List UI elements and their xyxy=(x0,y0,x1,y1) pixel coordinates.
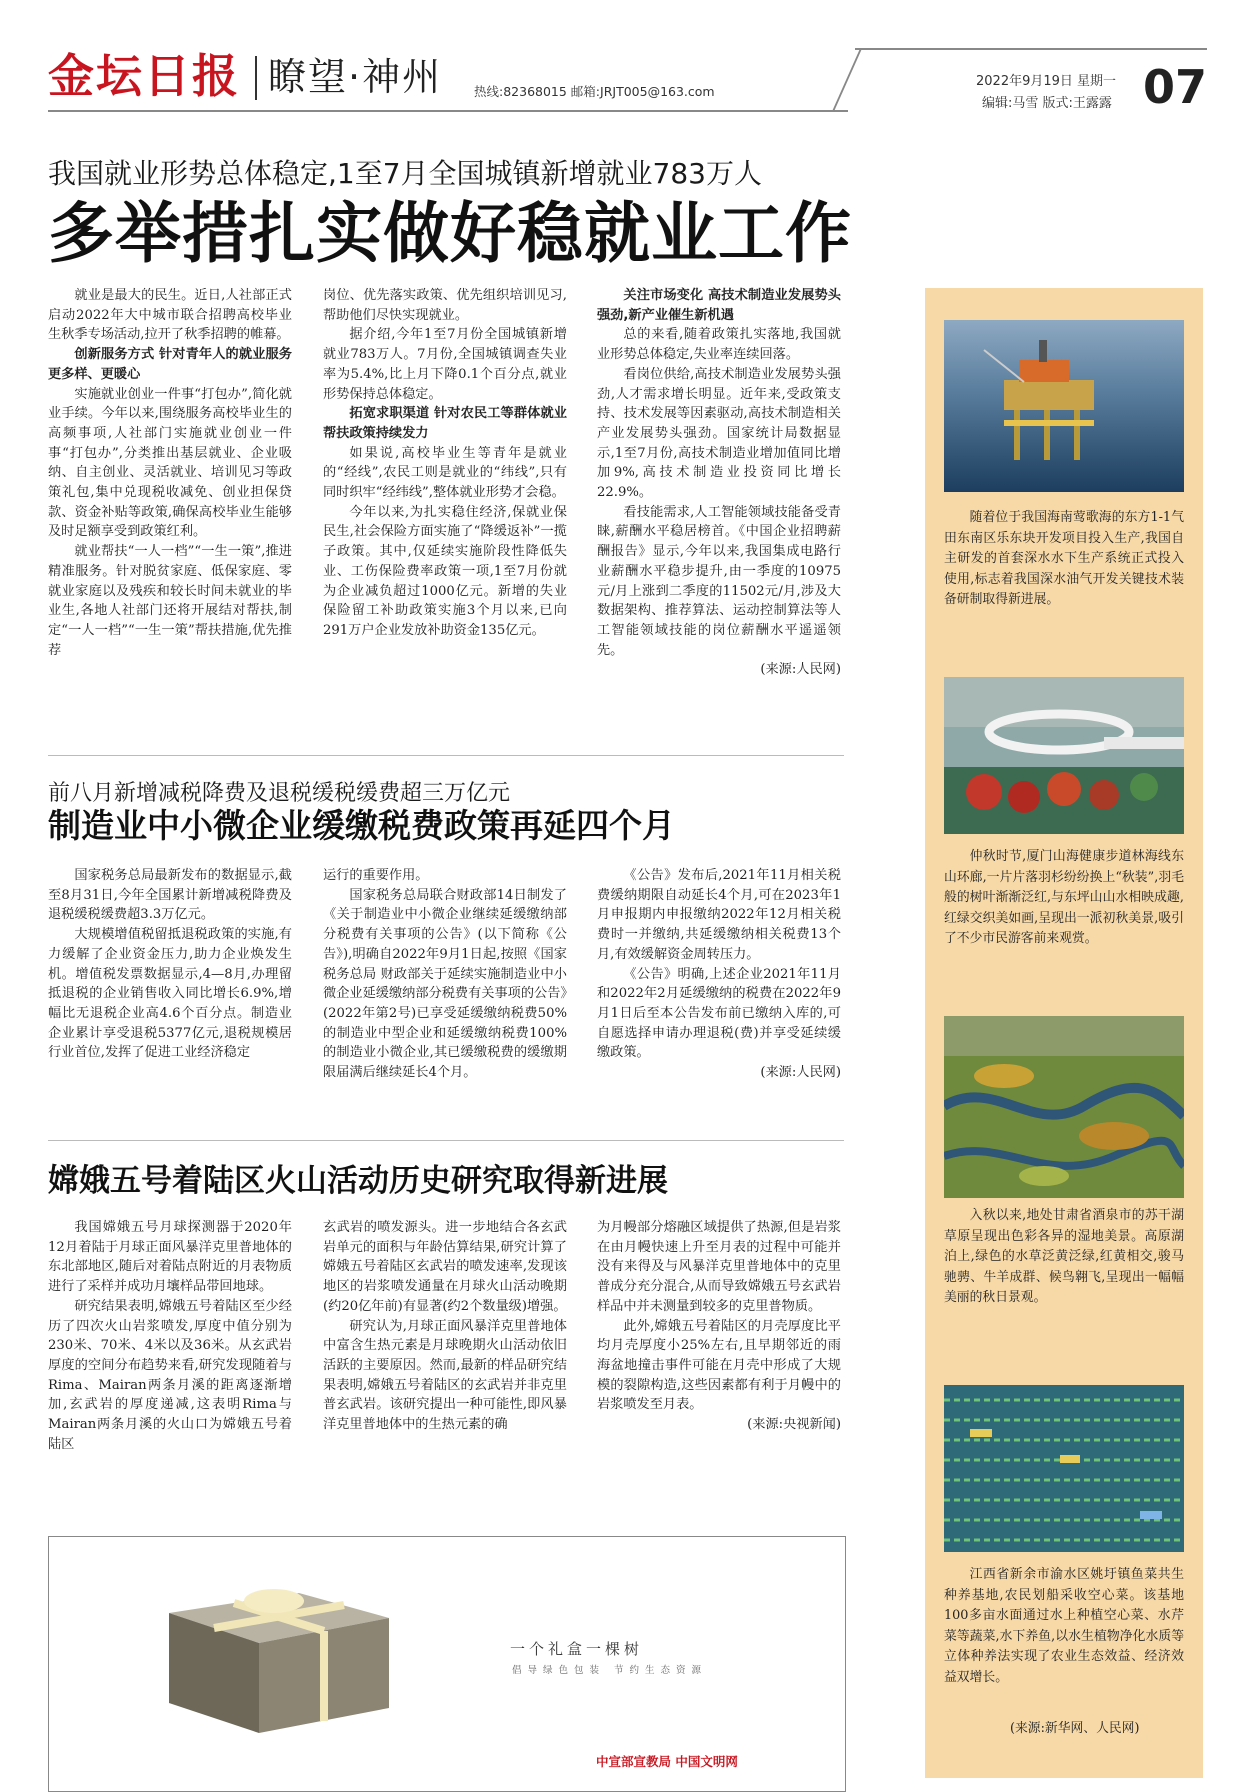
paragraph: 就业帮扶“一人一档”“一生一策”,推进精准服务。针对脱贫家庭、低保家庭、零就业家庭以及残疾和较长时间未就业的毕业生,各地人社部门还将开展结对帮扶,制定“一人一档”“一生一策”帮扶措施,优先推荐 xyxy=(48,544,292,658)
paragraph: 实施就业创业一件事“打包办”,简化就业手续。今年以来,围绕服务高校毕业生的高频事项,人社部门实施就业创业一件事“打包办”,分类推出基层就业、企业吸纳、自主创业、灵活就业、培训见习等政策礼包,集中兑现税收减免、创业担保贷款、资金补贴等政策,确保高校毕业生能够及时足额享受到政策红利。 xyxy=(48,386,292,540)
article3-col3 xyxy=(597,1218,841,1518)
article2-col2 xyxy=(323,866,567,1122)
article2-subtitle: 前八月新增减税降费及退税缓税缓费超三万亿元 xyxy=(48,781,511,806)
article-divider xyxy=(48,1140,844,1141)
photo-offshore-platform xyxy=(944,320,1184,492)
article1-col2 xyxy=(323,286,567,736)
paragraph: 总的来看,随着政策扎实落地,我国就业形势总体稳定,失业率连续回落。 xyxy=(597,327,841,363)
paragraph: 国家税务总局最新发布的数据显示,截至8月31日,今年全国累计新增减税降费及退税缓税缓费超3.3万亿元。 xyxy=(48,868,292,923)
photo-caption: 江西省新余市渝水区姚圩镇鱼菜共生种养基地,农民划船采收空心菜。该基地100多亩水面通过水上种植空心菜、水芹菜等蔬菜,水下养鱼,以水生植物净化水质等立体种养法实现了农业生态效益、经济效益双增长。 xyxy=(944,1567,1184,1685)
paragraph: 大规模增值税留抵退税政策的实施,有力缓解了企业资金压力,助力企业焕发生机。增值税发票数据显示,4—8月,办理留抵退税的企业销售收入同比增长6.9%,增幅比无退税企业高4.6个百分点。制造业企业累计享受退税5377亿元,退税规模居行业首位,发挥了促进工业经济稳定 xyxy=(48,927,292,1061)
header-rule-right xyxy=(855,48,1207,50)
article1-col1 xyxy=(48,286,292,736)
contact-info: 热线:82368015 邮箱:JRJT005@163.com xyxy=(474,84,715,99)
article1-title: 多举措扎实做好稳就业工作 xyxy=(48,194,852,272)
article-source: (来源:人民网) xyxy=(760,1065,841,1081)
article-source: (来源:央视新闻) xyxy=(747,1417,841,1433)
article2-col3 xyxy=(597,866,841,1122)
ad-subtitle: 倡导绿色包装 节约生态资源 xyxy=(512,1665,708,1676)
article-source: (来源:人民网) xyxy=(760,662,841,678)
paragraph: 看技能需求,人工智能领域技能备受青睐,薪酬水平稳居榜首。《中国企业招聘薪酬报告》显示,今年以来,我国集成电路行业薪酬水平稳步提升,由一季度的10975元/月上涨到二季度的11502元/月,涉及大数据架构、推荐算法、运动控制算法等人工智能领域技能的岗位薪酬水平遥遥领先。 xyxy=(597,504,841,658)
paragraph: 岗位、优先落实政策、优先组织培训见习,帮助他们尽快实现就业。 xyxy=(323,288,567,323)
issue-date: 2022年9月19日 星期一 xyxy=(976,74,1117,89)
paragraph: 《公告》发布后,2021年11月相关税费缓纳期限自动延长4个月,可在2023年1月申报期内申报缴纳2022年12月相关税费时一并缴纳,共延缓缴纳相关税费13个月,有效缓解资金周转压力。 xyxy=(597,868,841,962)
section-heading: 关注市场变化 高技术制造业发展势头强劲,新产业催生新机遇 xyxy=(597,288,841,323)
page-number: 07 xyxy=(1143,60,1208,114)
article1-subtitle: 我国就业形势总体稳定,1至7月全国城镇新增就业783万人 xyxy=(48,157,762,190)
header-rule xyxy=(48,110,848,112)
paragraph: 玄武岩的喷发源头。进一步地结合各玄武岩单元的面积与年龄估算结果,研究计算了嫦娥五号着陆区玄武岩的喷发速率,发现该地区的岩浆喷发通量在月球火山活动晚期(约20亿年前)有显著(约2个数量级)增强。 xyxy=(323,1220,567,1314)
article1-col3 xyxy=(597,286,841,736)
section-heading: 创新服务方式 针对青年人的就业服务更多样、更暖心 xyxy=(48,347,292,382)
article2-title: 制造业中小微企业缓缴税费政策再延四个月 xyxy=(48,806,675,845)
article2-col1 xyxy=(48,866,292,1122)
article3-col1 xyxy=(48,1218,292,1518)
ad-slogan: 一个礼盒一棵树 xyxy=(510,1640,644,1658)
photo-wetland xyxy=(944,1016,1184,1198)
gift-box-illustration xyxy=(149,1573,409,1743)
paragraph: 研究认为,月球正面风暴洋克里普地体中富含生热元素是月球晚期火山活动依旧活跃的主要原因。然而,最新的样品研究结果表明,嫦娥五号着陆区的玄武岩并非克里普玄武岩。该研究提出一种可能性,即风暴洋克里普地体中的生热元素的确 xyxy=(323,1318,567,1433)
masthead-divider xyxy=(255,56,257,100)
section-title: 瞭望·神州 xyxy=(268,55,443,99)
article3-title: 嫦娥五号着陆区火山活动历史研究取得新进展 xyxy=(48,1163,668,1199)
sidebar-source: (来源:新华网、人民网) xyxy=(1010,1721,1140,1736)
article-divider xyxy=(48,755,844,756)
paragraph: 今年以来,为扎实稳住经济,保就业保民生,社会保险方面实施了“降缓返补”一揽子政策。其中,仅延续实施阶段性降低失业、工伤保险费率政策一项,1至7月份就为企业减负超过1000亿元。新增的失业保险留工补助政策实施3个月以来,已向291万户企业发放补助资金135亿元。 xyxy=(323,504,567,638)
photo-caption: 随着位于我国海南莺歌海的东方1-1气田东南区乐东块开发项目投入生产,我国自主研发的首套深水水下生产系统正式投入使用,标志着我国深水油气开发关键技术装备研制取得新进展。 xyxy=(944,510,1184,607)
paragraph: 此外,嫦娥五号着陆区的月壳厚度比平均月壳厚度小25%左右,且早期邻近的雨海盆地撞击事件可能在月壳中形成了大规模的裂隙构造,这些因素都有利于月幔中的岩浆喷发至月表。 xyxy=(597,1318,841,1413)
paragraph: 国家税务总局联合财政部14日制发了《关于制造业中小微企业继续延缓缴纳部分税费有关事项的公告》(以下简称《公告》),明确自2022年9月1日起,按照《国家税务总局 财政部关于延续实施制造业中小微企业延缓缴纳部分税费有关事项的公告》(2022年第2号)已享受延缓缴纳税费50%的制造业中型企业和延缓缴纳税费100%的制造业小微企业,其已缓缴税费的缓缴期限届满后继续延长4个月。 xyxy=(323,887,567,1081)
editor-credits: 编辑:马雪 版式:王露露 xyxy=(982,96,1112,111)
photo-aquaponics xyxy=(944,1385,1184,1552)
photo-caption: 仲秋时节,厦门山海健康步道林海线东山环廊,一片片落羽杉纷纷换上“秋装”,羽毛般的树叶渐渐泛红,与东坪山山水相映成趣,红绿交织美如画,呈现出一派初秋美景,吸引了不少市民游客前来观赏。 xyxy=(944,849,1184,946)
paragraph: 就业是最大的民生。近日,人社部正式启动2022年大中城市联合招聘高校毕业生秋季专场活动,拉开了秋季招聘的帷幕。 xyxy=(48,288,292,343)
paragraph: 为月幔部分熔融区域提供了热源,但是岩浆在由月幔快速上升至月表的过程中可能并没有来得及与风暴洋克里普地体中的克里普成分充分混合,从而导致嫦娥五号玄武岩样品中并未测量到较多的克里普物质。 xyxy=(597,1220,841,1314)
paragraph: 看岗位供给,高技术制造业发展势头强劲,人才需求增长明显。近年来,受政策支持、技术发展等因素驱动,高技术制造相关产业发展势头强劲。国家统计局数据显示,1至7月份,高技术制造业增加值同比增加9%,高技术制造业投资同比增长22.9%。 xyxy=(597,366,841,501)
header-rule-slant xyxy=(832,49,862,111)
newspaper-logo: 金坛日报 xyxy=(48,49,240,103)
section-heading: 拓宽求职渠道 针对农民工等群体就业帮扶政策持续发力 xyxy=(323,406,567,441)
article3-col2 xyxy=(323,1218,567,1518)
photo-ring-boardwalk xyxy=(944,677,1184,834)
paragraph: 运行的重要作用。 xyxy=(323,868,429,883)
paragraph: 据介绍,今年1至7月份全国城镇新增就业783万人。7月份,全国城镇调查失业率为5.4%,比上月下降0.1个百分点,就业形势保持总体稳定。 xyxy=(323,327,567,402)
paragraph: 研究结果表明,嫦娥五号着陆区至少经历了四次火山岩浆喷发,厚度中值分别为230米、70米、4米以及36米。从玄武岩厚度的空间分布趋势来看,研究发现随着与Rima、Mairan两条月溪的距离逐渐增加,玄武岩的厚度递减,这表明Rima与Mairan两条月溪的火山口为嫦娥五号着陆区 xyxy=(48,1298,292,1452)
paragraph: 《公告》明确,上述企业2021年11月和2022年2月延缓缴纳的税费在2022年9月1日后至本公告发布前已缴纳入库的,可自愿选择申请办理退税(费)并享受延续缓缴政策。 xyxy=(597,966,841,1061)
paragraph: 如果说,高校毕业生等青年是就业的“经线”,农民工则是就业的“纬线”,只有同时织牢“经纬线”,整体就业形势才会稳。 xyxy=(323,445,567,501)
paragraph: 我国嫦娥五号月球探测器于2020年12月着陆于月球正面风暴洋克里普地体的东北部地区,随后对着陆点附近的月表物质进行了采样并成功月壤样品带回地球。 xyxy=(48,1220,292,1295)
ad-organizations: 中宣部宣教局 中国文明网 xyxy=(596,1754,738,1769)
photo-caption: 入秋以来,地处甘肃省酒泉市的苏干湖草原呈现出色彩各异的湿地美景。高原湖泊上,绿色的水草泛黄泛绿,红黄相交,骏马驰骋、牛羊成群、候鸟翱飞,呈现出一幅幅美丽的秋日景观。 xyxy=(944,1208,1184,1305)
